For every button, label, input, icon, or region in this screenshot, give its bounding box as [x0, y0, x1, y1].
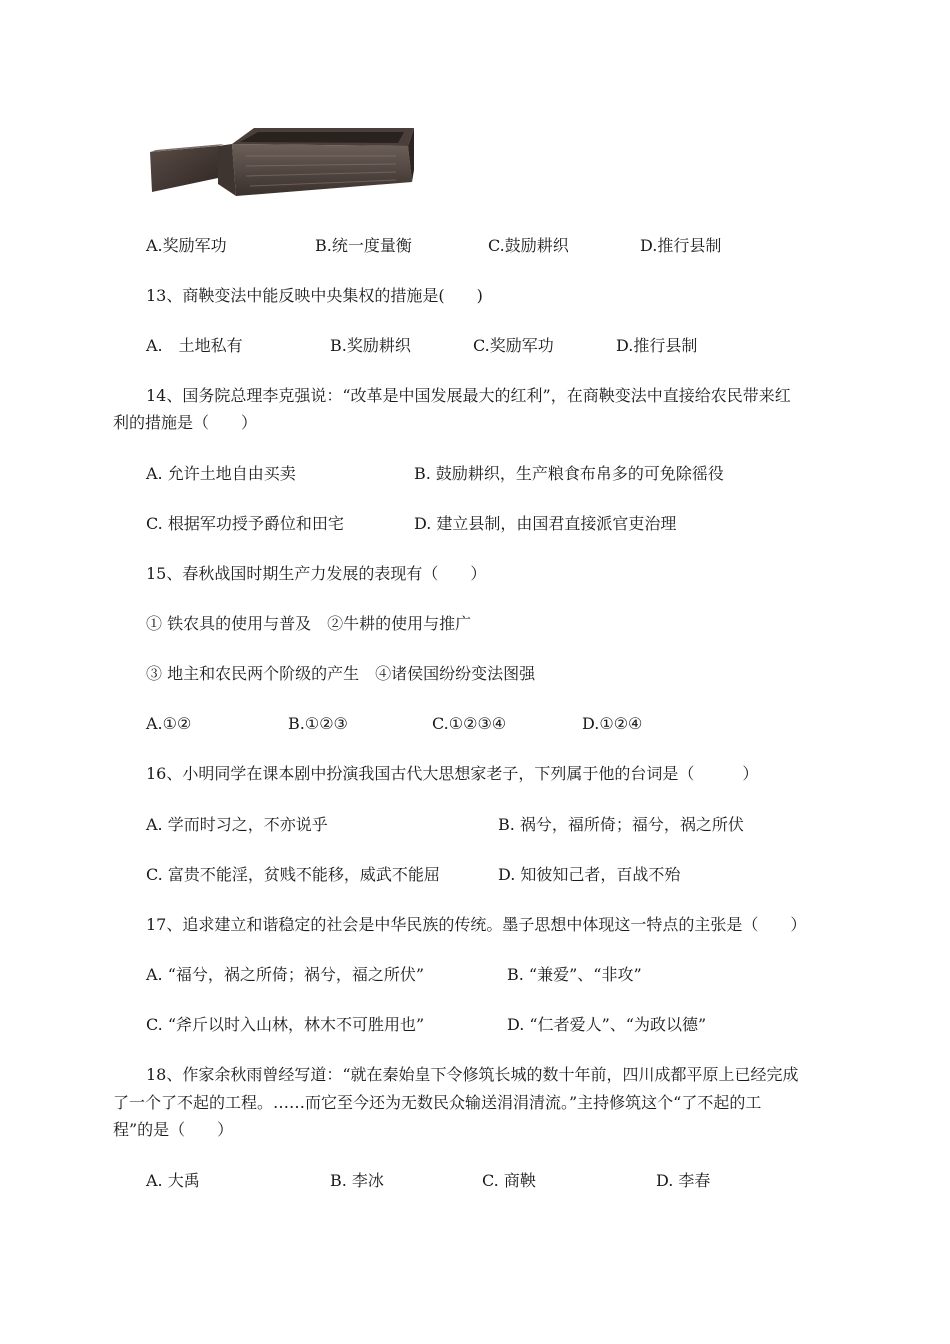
q14-option-a: A. 允许土地自由买卖 — [146, 464, 296, 483]
q16-option-a: A. 学而时习之，不亦说乎 — [146, 815, 328, 834]
q14-option-c: C. 根据军功授予爵位和田宅 — [146, 514, 344, 533]
q12-option-b: B.统一度量衡 — [315, 236, 412, 255]
q17-option-a: A. “福兮，祸之所倚；祸兮，福之所伏” — [146, 965, 425, 984]
q17-option-c: C. “斧斤以时入山林，林木不可胜用也” — [146, 1015, 425, 1034]
q17-option-d: D. “仁者爱人”、“为政以德” — [507, 1015, 707, 1034]
q14-option-b: B. 鼓励耕织，生产粮食布帛多的可免除徭役 — [414, 464, 724, 483]
q17-stem: 17、追求建立和谐稳定的社会是中华民族的传统。墨子思想中体现这一特点的主张是（ ） — [146, 915, 807, 934]
q12-option-c: C.鼓励耕织 — [488, 236, 569, 255]
q14-stem-line1: 14、国务院总理李克强说：“改革是中国发展最大的红利”，在商鞅变法中直接给农民带来红 — [146, 386, 791, 405]
q18-stem-line3: 程”的是（ ） — [113, 1120, 234, 1139]
q16-stem: 16、小明同学在课本剧中扮演我国古代大思想家老子，下列属于他的台词是（ ） — [146, 764, 759, 783]
q18-option-d: D. 李春 — [656, 1171, 711, 1190]
q18-stem-line2: 了一个了不起的工程。……而它至今还为无数民众输送涓涓清流。”主持修筑这个“了不起的工 — [113, 1093, 762, 1112]
q18-option-a: A. 大禹 — [146, 1171, 200, 1190]
q17-option-b: B. “兼爱”、“非攻” — [507, 965, 642, 984]
q15-items-line1: ① 铁农具的使用与普及 ②牛耕的使用与推广 — [146, 614, 472, 633]
q14-stem-line2: 利的措施是（ ） — [113, 413, 258, 432]
q18-option-b: B. 李冰 — [330, 1171, 384, 1190]
q13-option-c: C.奖励军功 — [473, 336, 554, 355]
q15-stem: 15、春秋战国时期生产力发展的表现有（ ） — [146, 564, 487, 583]
q13-option-a: A. 土地私有 — [146, 336, 243, 355]
q13-stem: 13、商鞅变法中能反映中央集权的措施是( ) — [146, 286, 483, 305]
q18-option-c: C. 商鞅 — [482, 1171, 536, 1190]
q18-stem-line1: 18、作家余秋雨曾经写道：“就在秦始皇下令修筑长城的数十年前，四川成都平原上已经完成 — [146, 1065, 799, 1084]
bronze-measure-image — [146, 122, 416, 202]
q15-option-b: B.①②③ — [288, 714, 348, 733]
q16-option-b: B. 祸兮，福所倚；福兮，祸之所伏 — [498, 815, 744, 834]
q16-option-c: C. 富贵不能淫，贫贱不能移，威武不能屈 — [146, 865, 440, 884]
q13-option-d: D.推行县制 — [616, 336, 698, 355]
q15-items-line2: ③ 地主和农民两个阶级的产生 ④诸侯国纷纷变法图强 — [146, 664, 536, 683]
q15-option-d: D.①②④ — [582, 714, 643, 733]
q13-option-b: B.奖励耕织 — [330, 336, 411, 355]
q16-option-d: D. 知彼知己者，百战不殆 — [498, 865, 681, 884]
q15-option-a: A.①② — [146, 714, 192, 733]
q15-option-c: C.①②③④ — [432, 714, 507, 733]
q12-option-d: D.推行县制 — [640, 236, 722, 255]
q14-option-d: D. 建立县制，由国君直接派官吏治理 — [414, 514, 677, 533]
q12-option-a: A.奖励军功 — [146, 236, 227, 255]
